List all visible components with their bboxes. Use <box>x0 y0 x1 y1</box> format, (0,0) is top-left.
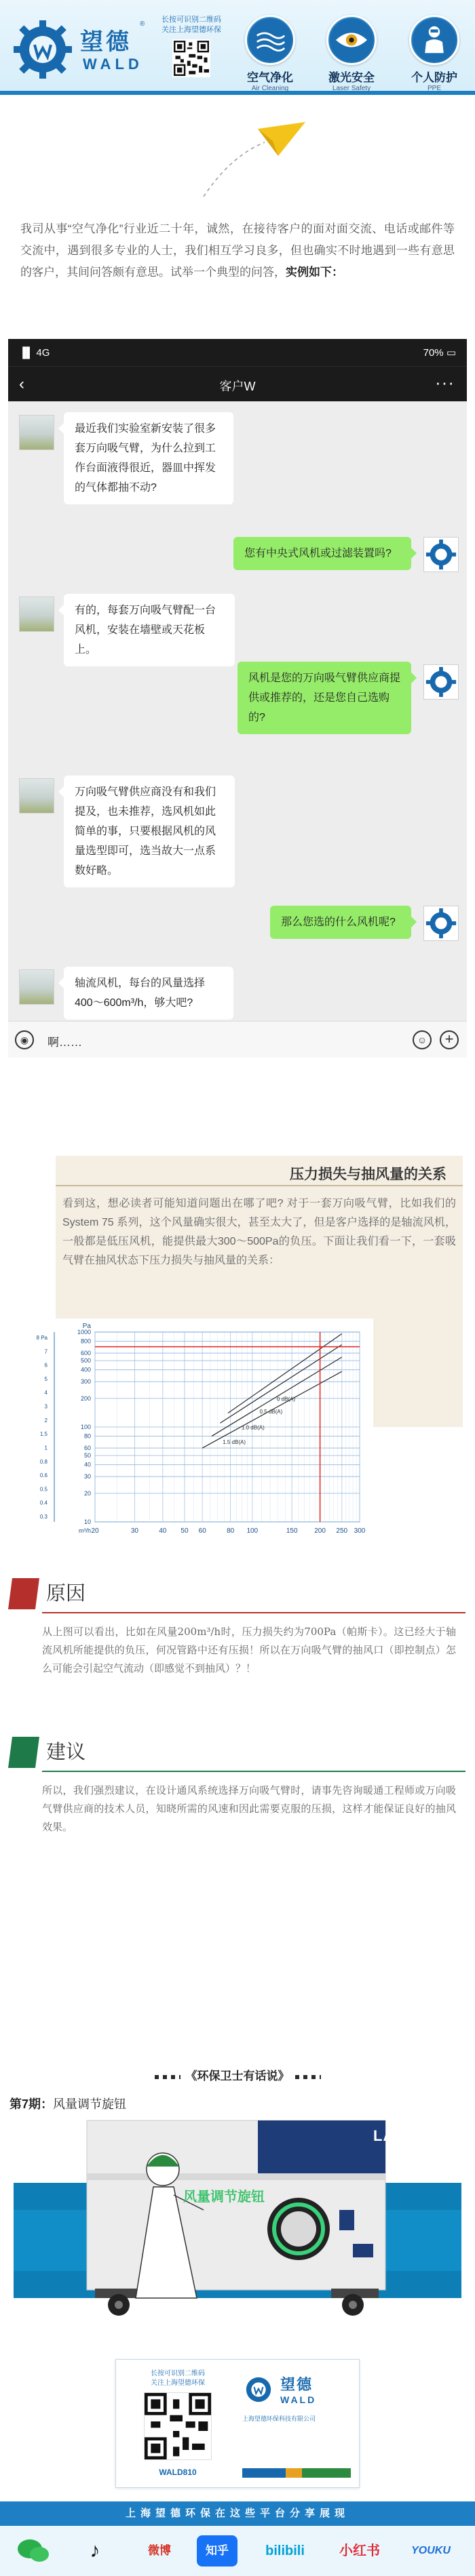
gear-logo-icon <box>12 19 73 80</box>
x-tick-label: 150 <box>286 1527 298 1535</box>
feature-label-en: Air Cleaning <box>251 85 289 92</box>
footer-brand-cn: 望德 <box>280 2376 314 2394</box>
y-inner-tick-label: 1 <box>44 1445 48 1451</box>
brand-name-cn: 望德 <box>80 28 132 56</box>
wald-avatar-icon[interactable] <box>423 537 459 572</box>
pressure-paragraph: 看到这，想必读者可能知道问题出在哪了吧? 对于一套万向吸气臂，比如我们的 System 75 系列，这个风量确实很大，甚至太大了，但是客户选择的是轴流风机，一般都是低压风机，能提供最大300～500Pa的负压。下面让我们看一下，一套吸气臂在抽风状态下压力损失与抽风量的关系： <box>62 1198 456 1266</box>
brand-name-en: WALD <box>83 56 143 73</box>
y-tick-label: 50 <box>83 1452 91 1460</box>
y-inner-tick-label: 1.5 <box>39 1431 48 1438</box>
footer-account-id: WALD810 <box>159 2468 197 2477</box>
y-tick-label: 100 <box>80 1424 91 1430</box>
zhihu-icon[interactable] <box>197 2535 238 2567</box>
x-axis-label: m³/h <box>79 1527 91 1534</box>
bilibili-label: bilibili <box>265 2543 305 2558</box>
x-tick-label: 100 <box>246 1527 259 1535</box>
footer-card <box>115 2359 360 2488</box>
y-tick-label: 30 <box>83 1473 91 1481</box>
emoji-icon[interactable]: ☺ <box>413 1030 432 1049</box>
reason-divider <box>42 1612 466 1613</box>
slogan-bar: 上海望德环保在这些平台分享展现 <box>0 2501 475 2526</box>
y-tick-label: 1000 <box>77 1329 91 1335</box>
chat-message-customer: 万向吸气臂供应商没有和我们提及，也未推荐，选风机如此简单的事，只要根据风机的风量选型即可，选当故大一点系数好略。 <box>64 776 235 887</box>
wald-avatar-icon[interactable] <box>423 906 459 941</box>
laser-eye-icon <box>326 15 377 65</box>
title-dash <box>155 2075 180 2079</box>
y-inner-tick-label: 0.3 <box>39 1514 48 1520</box>
wechat-logo <box>14 2535 54 2567</box>
qr-code-icon[interactable] <box>172 39 210 77</box>
brand-header <box>0 0 475 95</box>
qr-caption-1: 长按可识别二维码 <box>162 16 221 24</box>
chat-message-wald: 那么您选的什么风机呢? <box>270 906 411 939</box>
customer-avatar[interactable] <box>19 597 54 632</box>
douyin-icon[interactable] <box>75 2535 115 2567</box>
y-inner-tick-label: 4 <box>44 1390 48 1396</box>
suggest-text: 所以，我们强烈建议，在设计通风系统选择万向吸气臂时，请事先咨询暖通工程师或万向吸气臂供应商的技术人员，知晓所需的风速和因此需要克服的压损，这样才能保证良好的抽风效果。 <box>42 1784 456 1833</box>
air-cleaning-icon <box>245 15 295 65</box>
pressure-loss-chart <box>20 1319 373 1542</box>
y-inner-tick-label: 0.6 <box>39 1472 48 1479</box>
bilibili-icon[interactable] <box>251 2535 319 2567</box>
footer-qr-code-icon[interactable] <box>144 2392 212 2460</box>
y-tick-label: 600 <box>80 1350 91 1357</box>
youku-label: YOUKU <box>411 2545 451 2556</box>
x-tick-label: 200 <box>314 1527 326 1535</box>
intro-paragraph <box>20 218 455 283</box>
footer-qr-caption-2: 关注上海望德环保 <box>151 2379 205 2387</box>
x-tick-label: 80 <box>227 1527 235 1535</box>
intro-bold: 实例如下： <box>286 266 343 279</box>
footer-brand-en: WALD <box>280 2394 317 2405</box>
xiaohongshu-label: 小红书 <box>339 2543 380 2558</box>
chat-nav-bar <box>8 366 467 401</box>
y-inner-tick-label: 0.8 <box>39 1458 48 1465</box>
wechat-icon[interactable] <box>14 2535 54 2567</box>
y-tick-label: 20 <box>83 1489 91 1497</box>
y-tick-label: 80 <box>83 1432 91 1440</box>
weibo-icon[interactable] <box>129 2535 190 2567</box>
footer-brand-block <box>242 2373 351 2423</box>
voice-icon[interactable]: ◉ <box>15 1030 34 1049</box>
reason-tag-icon <box>8 1578 39 1609</box>
more-icon[interactable]: ··· <box>435 372 455 393</box>
header-qr-block <box>151 15 232 81</box>
feature-label-en: PPE <box>427 85 441 92</box>
customer-avatar[interactable] <box>19 778 54 813</box>
douyin-glyph: ♪ <box>90 2539 100 2562</box>
reason-title: 原因 <box>46 1582 86 1605</box>
column-title <box>0 2066 475 2083</box>
youku-icon[interactable] <box>400 2535 461 2567</box>
y-inner-tick-label: 6 <box>44 1362 48 1369</box>
series-label: 0.5 dB(A) <box>259 1409 283 1415</box>
y-inner-tick-label: 3 <box>44 1403 48 1410</box>
x-tick-label: 60 <box>198 1527 206 1535</box>
plus-icon[interactable]: + <box>440 1030 459 1049</box>
social-platform-bar <box>0 2526 475 2576</box>
paper-plane-icon <box>190 115 312 210</box>
x-tick-label: 250 <box>336 1527 348 1535</box>
qr-caption-2: 关注上海望德环保 <box>162 26 221 34</box>
wald-avatar-icon[interactable] <box>423 664 459 700</box>
feature-label-cn: 个人防护 <box>411 71 457 84</box>
issue-title: 风量调节旋钮 <box>53 2097 127 2111</box>
chat-message-customer: 最近我们实验室新安装了很多套万向吸气臂，为什么拉到工作台面液得很近，器皿中挥发的气体都抽不动? <box>64 412 233 504</box>
y-axis-label: Pa <box>82 1323 91 1330</box>
column-title-text: 《环保卫士有话说》 <box>185 2070 290 2082</box>
series-label: 0 dB(A) <box>277 1396 296 1403</box>
signal-indicator: ▐▌ 4G <box>19 347 50 359</box>
suggest-title: 建议 <box>46 1740 86 1763</box>
status-bar <box>8 339 467 366</box>
x-tick-label: 30 <box>130 1527 138 1535</box>
footer-qr-caption-1: 长按可识别二维码 <box>151 2370 205 2377</box>
y-inner-tick-label: 0.5 <box>39 1486 48 1493</box>
y-inner-tick-label: 0.4 <box>39 1500 48 1506</box>
pressure-section-title: 压力损失与抽风量的关系 <box>290 1165 446 1182</box>
x-tick-label: 20 <box>91 1527 99 1535</box>
chat-message-customer: 轴流风机，每台的风量选择400～600m³/h，够大吧? <box>64 967 233 1020</box>
battery-indicator: 70% ▭ <box>423 347 456 359</box>
chat-message-customer: 有的，每套万向吸气臂配一台风机，安装在墙壁或天花板上。 <box>64 594 235 666</box>
y-tick-label: 40 <box>83 1461 91 1468</box>
series-label: 1.5 dB(A) <box>223 1439 246 1446</box>
issue-prefix: 第7期： <box>10 2097 54 2111</box>
registered-mark: ® <box>140 20 145 28</box>
y-tick-label: 400 <box>80 1366 91 1373</box>
reason-text: 从上图可以看出，比如在风量200m³/h时，压力损失约为700Pa（帕斯卡）。这已经大于轴流风机所能提供的负压，何况管路中还有压损！所以在万向吸气臂的抽风口（即控制点）怎么可能会引起空气流动（即感觉不到抽风）？！ <box>42 1626 456 1674</box>
footer-company: 上海望德环保科技有限公司 <box>242 2415 316 2422</box>
title-dash <box>295 2075 321 2079</box>
chart-canvas <box>20 1319 373 1542</box>
chat-message-wald: 风机是您的万向吸气臂供应商提供或推荐的，还是您自己选购的? <box>238 662 411 734</box>
weibo-label: 微博 <box>148 2544 171 2557</box>
feature-laser-safety <box>319 15 384 92</box>
chat-screenshot <box>8 339 467 1058</box>
customer-avatar[interactable] <box>19 969 54 1005</box>
y-tick-label: 300 <box>80 1378 91 1386</box>
chat-input-bar <box>8 1021 467 1058</box>
feature-label-cn: 空气净化 <box>247 71 293 84</box>
knob-label: 风量调节旋钮 <box>183 2190 265 2205</box>
y-tick-label: 60 <box>83 1445 91 1452</box>
y-tick-label: 200 <box>80 1394 91 1402</box>
footer-logo-icon <box>242 2373 275 2406</box>
person-protection-icon <box>409 15 459 65</box>
x-tick-label: 50 <box>180 1527 189 1535</box>
product-model: LAS 260 <box>373 2127 437 2144</box>
footer-qr-block <box>127 2369 229 2477</box>
feature-ppe <box>400 15 468 92</box>
feature-label-en: Laser Safety <box>332 85 371 92</box>
back-icon[interactable]: ‹ <box>19 375 24 393</box>
pressure-section-header <box>56 1159 463 1186</box>
series-label: 1.0 dB(A) <box>241 1424 265 1431</box>
y-inner-tick-label: 5 <box>44 1375 48 1382</box>
y-tick-label: 800 <box>80 1337 91 1345</box>
y-inner-tick-label: 7 <box>44 1348 48 1355</box>
feature-label-cn: 激光安全 <box>328 71 375 84</box>
xiaohongshu-icon[interactable] <box>326 2535 394 2567</box>
chat-input[interactable]: 啊…… <box>48 1036 82 1049</box>
chat-title: 客户W <box>219 380 256 393</box>
y-inner-tick-label: 8 Pa <box>36 1335 48 1341</box>
x-tick-label: 300 <box>354 1527 366 1535</box>
zhihu-label: 知乎 <box>197 2535 238 2567</box>
customer-avatar[interactable] <box>19 415 54 450</box>
feature-air-cleaning <box>238 15 303 92</box>
chat-message-wald: 您有中央式风机或过滤装置吗? <box>233 537 411 570</box>
y-inner-tick-label: 2 <box>44 1417 48 1424</box>
intro-text: 我司从事“空气净化”行业近二十年，诚然，在接待客户的面对面交流、电话或邮件等交流中，遇到很多专业的人士，我们相互学习良多，但也确实不时地遇到一些有意思的客户，其间问答颇有意思。试举一个典型的问答， <box>20 222 455 279</box>
suggest-tag-icon <box>8 1737 39 1768</box>
x-tick-label: 40 <box>159 1527 167 1535</box>
suggest-divider <box>42 1771 466 1772</box>
y-tick-label: 500 <box>80 1357 91 1365</box>
footer-color-stripe <box>242 2468 351 2478</box>
y-tick-label: 10 <box>83 1518 91 1525</box>
